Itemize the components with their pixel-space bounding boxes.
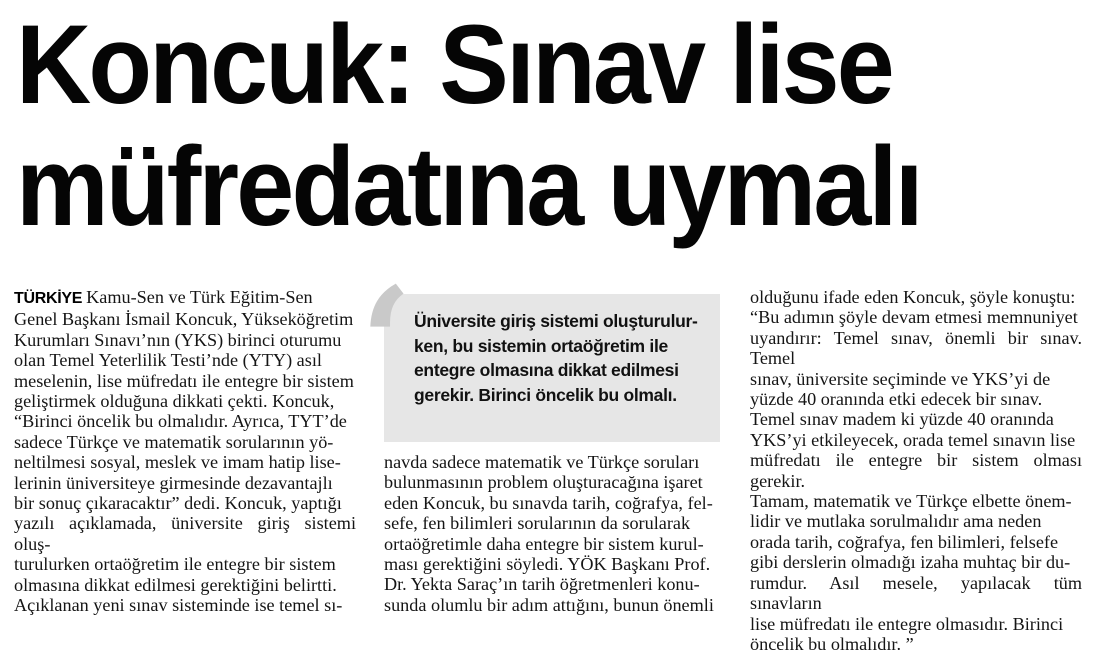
article-line: Temel sınav madem ki yüzde 40 oranında bbox=[750, 409, 1054, 430]
article-line: “Bu adımın şöyle devam etmesi memnuniyet bbox=[750, 307, 1078, 328]
article-line: sadece Türkçe ve matematik sorularının yö- bbox=[14, 431, 334, 452]
article-line: bir sonuç çıkaracaktır” dedi. Koncuk, yaptığı bbox=[14, 493, 342, 514]
article-line: Tamam, matematik ve Türkçe elbette önem- bbox=[750, 491, 1072, 512]
article-line: lerinin üniversiteye girmesinde dezavantajlı bbox=[14, 472, 333, 493]
article-line: Genel Başkanı İsmail Koncuk, Yükseköğretim bbox=[14, 309, 354, 330]
pull-quote-line: Üniversite giriş sistemi oluşturulur- bbox=[414, 311, 698, 331]
article-line: uyandırır: Temel sınav, önemli bir sınav. Temel bbox=[750, 327, 1082, 369]
article-line: YKS’yi etkileyecek, orada temel sınavın lise bbox=[750, 429, 1076, 450]
headline bbox=[16, 4, 1020, 248]
article-line: meselenin, lise müfredatı ile entegre bir sistem bbox=[14, 370, 354, 391]
quote-mark-icon: ‘ bbox=[360, 255, 413, 431]
kicker-label: TÜRKİYE bbox=[14, 290, 83, 307]
article-line: olmasına dikkat edilmesi gerektiğini belirtti. bbox=[14, 574, 337, 595]
article-line: bulunmasının problem oluşturacağına işaret bbox=[384, 472, 703, 493]
pull-quote-line: ken, bu sistemin ortaöğretim ile bbox=[414, 335, 668, 356]
article-line: rumdur. Asıl mesele, yapılacak tüm sınavların bbox=[750, 572, 1082, 614]
article-line: sınav, üniversite seçiminde ve YKS’yi de bbox=[750, 368, 1051, 389]
article-line: neltilmesi sosyal, meslek ve imam hatip lise- bbox=[14, 452, 341, 473]
article-line: sefe, fen bilimleri sorularının da sorularak bbox=[384, 513, 691, 534]
article-column-3 bbox=[750, 287, 1082, 654]
article-line: öncelik bu olmalıdır. ” bbox=[750, 633, 914, 654]
article-line: lidir ve mutlaka sorulmalıdır ama neden bbox=[750, 511, 1042, 532]
article-line: olan Temel Yeterlilik Testi’nde (YTY) asıl bbox=[14, 350, 322, 371]
article-column-1 bbox=[14, 287, 356, 616]
article-column-2 bbox=[384, 452, 722, 615]
article-line: geliştirmek olduğuna dikkati çekti. Koncuk, bbox=[14, 391, 335, 412]
article-line: gibi derslerin olmadığı izaha muhtaç bir du- bbox=[750, 552, 1071, 573]
headline-line-2: müfredatına uymalı bbox=[16, 124, 921, 249]
article-line: lise müfredatı ile entegre olmasıdır. Birinci bbox=[750, 613, 1064, 634]
article-line: orada tarih, coğrafya, fen bilimleri, felsefe bbox=[750, 531, 1059, 552]
article-line bbox=[14, 287, 356, 309]
pull-quote-line: entegre olmasına dikkat edilmesi bbox=[414, 360, 679, 380]
article-line: navda sadece matematik ve Türkçe soruları bbox=[384, 452, 700, 472]
article-line: yazılı açıklamada, üniversite giriş sistemi oluş- bbox=[14, 513, 356, 554]
article-line: ortaöğretimle daha entegre bir sistem kurul- bbox=[384, 533, 704, 554]
article-line: sunda olumlu bir adım attığını, bunun önemli bbox=[384, 594, 714, 615]
article-line: yüzde 40 oranında etki edecek bir sınav. bbox=[750, 389, 1043, 410]
article-line: olduğunu ifade eden Koncuk, şöyle konuştu: bbox=[750, 287, 1076, 307]
article-line: müfredatı ile entegre bir sistem olması gerekir. bbox=[750, 450, 1082, 491]
article-line: “Birinci öncelik bu olmalıdır. Ayrıca, TYT’de bbox=[14, 411, 347, 432]
article-line: Açıklanan yeni sınav sisteminde ise temel sı- bbox=[14, 595, 343, 616]
pull-quote-line: gerekir. Birinci öncelik bu olmalı. bbox=[414, 384, 677, 405]
pull-quote-text bbox=[414, 309, 714, 407]
article-line-text: Kamu-Sen ve Türk Eğitim-Sen bbox=[86, 287, 313, 307]
article-line: eden Koncuk, bu sınavda tarih, coğrafya, fel- bbox=[384, 492, 713, 513]
headline-line-1: Koncuk: Sınav lise bbox=[16, 2, 892, 127]
article-line: ması gerektiğini söyledi. YÖK Başkanı Prof. bbox=[384, 554, 711, 575]
article-line: Kurumları Sınavı’nın (YKS) birinci oturumu bbox=[14, 329, 342, 350]
article-line: Dr. Yekta Saraç’ın tarih öğretmenleri konu- bbox=[384, 574, 700, 595]
article-line: turulurken ortaöğretim ile entegre bir sistem bbox=[14, 554, 336, 575]
